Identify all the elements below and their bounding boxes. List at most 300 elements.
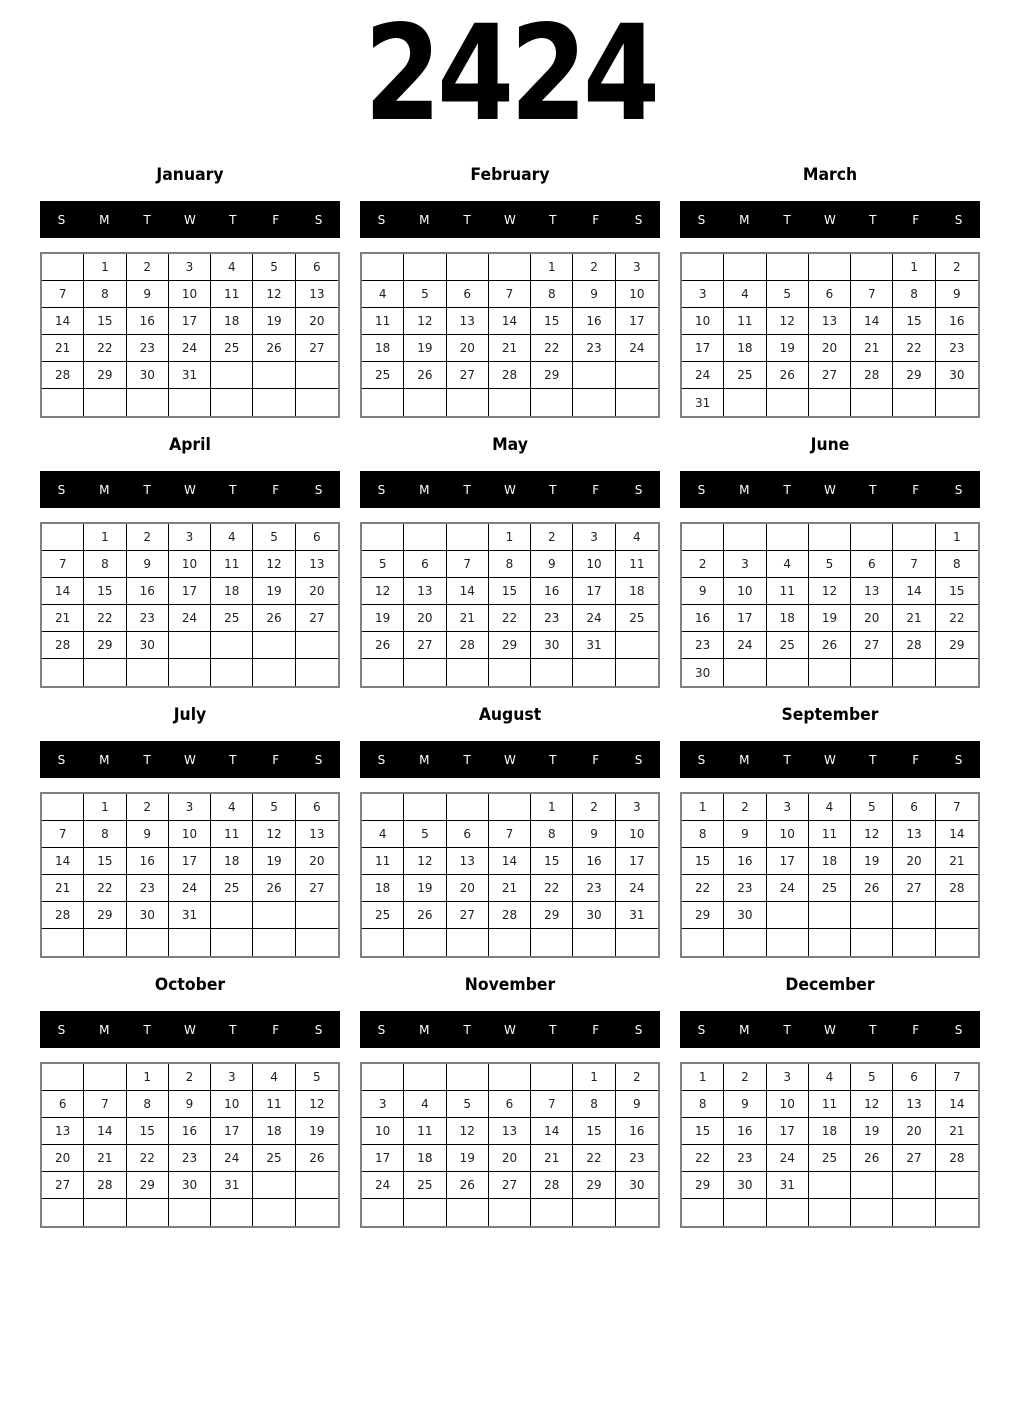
day-cell: 13	[851, 578, 893, 605]
day-of-week-label: S	[314, 482, 323, 497]
day-cell: 21	[936, 1118, 978, 1145]
day-cell: 27	[447, 902, 489, 929]
day-cell: 10	[724, 578, 766, 605]
day-cell: 5	[447, 1091, 489, 1118]
day-cell: 23	[169, 1145, 211, 1172]
day-cell: 25	[211, 605, 253, 632]
day-cell: 3	[616, 794, 658, 821]
day-cell: 1	[573, 1064, 615, 1091]
day-cell: 4	[362, 281, 404, 308]
day-cell: 12	[447, 1118, 489, 1145]
day-cell	[682, 524, 724, 551]
day-cell	[211, 632, 253, 659]
day-cell: 30	[169, 1172, 211, 1199]
day-cell	[404, 389, 446, 416]
day-of-week-label: S	[697, 212, 706, 227]
day-cell	[531, 659, 573, 686]
day-cell: 12	[362, 578, 404, 605]
day-cell: 17	[169, 308, 211, 335]
day-cell: 14	[489, 308, 531, 335]
day-cell: 9	[682, 578, 724, 605]
month-title: February	[470, 165, 550, 185]
day-cell: 10	[616, 281, 658, 308]
day-of-week-label: F	[592, 1022, 600, 1037]
day-cell: 14	[42, 578, 84, 605]
day-of-week-label: S	[634, 1022, 643, 1037]
day-cell: 3	[616, 254, 658, 281]
day-cell	[851, 659, 893, 686]
day-cell: 26	[809, 632, 851, 659]
day-cell	[724, 1199, 766, 1226]
day-cell	[489, 929, 531, 956]
day-cell	[404, 659, 446, 686]
day-cell	[253, 1199, 295, 1226]
day-cell: 27	[296, 605, 338, 632]
day-cell	[253, 1172, 295, 1199]
day-cell: 16	[573, 308, 615, 335]
day-of-week-label: T	[549, 482, 557, 497]
day-cell: 14	[936, 1091, 978, 1118]
day-cell	[296, 389, 338, 416]
day-cell: 21	[936, 848, 978, 875]
day-cell: 11	[767, 578, 809, 605]
day-cell: 26	[296, 1145, 338, 1172]
day-cell: 1	[893, 254, 935, 281]
day-cell: 18	[362, 335, 404, 362]
day-cell: 22	[489, 605, 531, 632]
day-cell	[809, 659, 851, 686]
day-cell: 23	[936, 335, 978, 362]
day-of-week-label: M	[419, 482, 430, 497]
day-of-week-label: M	[419, 752, 430, 767]
day-cell: 14	[531, 1118, 573, 1145]
day-cell: 11	[809, 1091, 851, 1118]
day-cell	[851, 929, 893, 956]
day-cell: 22	[893, 335, 935, 362]
day-cell: 15	[531, 848, 573, 875]
day-cell: 8	[489, 551, 531, 578]
day-cell: 15	[84, 578, 126, 605]
day-cell: 7	[42, 821, 84, 848]
day-cell	[211, 902, 253, 929]
day-cell: 22	[84, 335, 126, 362]
day-cell: 17	[616, 848, 658, 875]
day-cell: 21	[84, 1145, 126, 1172]
day-of-week-label: M	[739, 212, 750, 227]
day-cell: 19	[404, 335, 446, 362]
day-cell	[362, 929, 404, 956]
day-cell: 15	[531, 308, 573, 335]
day-cell: 6	[42, 1091, 84, 1118]
day-of-week-header	[40, 1011, 340, 1048]
dates-grid	[40, 1062, 340, 1228]
day-cell: 27	[296, 875, 338, 902]
day-cell: 8	[84, 821, 126, 848]
day-of-week-label: T	[463, 1022, 471, 1037]
day-cell	[851, 254, 893, 281]
day-cell: 29	[531, 362, 573, 389]
day-cell	[489, 1064, 531, 1091]
day-cell: 17	[211, 1118, 253, 1145]
day-cell: 25	[404, 1172, 446, 1199]
day-cell: 19	[767, 335, 809, 362]
day-cell: 20	[447, 335, 489, 362]
dates-grid	[680, 1062, 980, 1228]
day-of-week-label: F	[272, 212, 280, 227]
day-cell: 17	[169, 578, 211, 605]
day-cell	[531, 389, 573, 416]
day-cell: 2	[127, 254, 169, 281]
day-cell: 17	[616, 308, 658, 335]
day-cell: 24	[767, 875, 809, 902]
day-cell: 20	[296, 578, 338, 605]
month-title: October	[154, 975, 226, 995]
day-cell: 27	[296, 335, 338, 362]
day-cell: 2	[127, 794, 169, 821]
dates-grid	[680, 522, 980, 688]
day-cell	[296, 1172, 338, 1199]
month	[40, 972, 340, 1228]
day-cell: 4	[809, 1064, 851, 1091]
day-cell: 13	[893, 821, 935, 848]
day-cell	[447, 1064, 489, 1091]
day-cell: 22	[84, 605, 126, 632]
day-cell	[573, 929, 615, 956]
day-cell	[893, 929, 935, 956]
day-cell: 8	[682, 1091, 724, 1118]
day-cell: 9	[127, 821, 169, 848]
months-grid	[0, 148, 1020, 1228]
day-cell: 15	[127, 1118, 169, 1145]
day-cell: 2	[531, 524, 573, 551]
day-of-week-label: T	[869, 1022, 877, 1037]
day-cell	[253, 659, 295, 686]
month-title: September	[781, 705, 879, 725]
day-cell: 6	[296, 524, 338, 551]
day-cell: 20	[42, 1145, 84, 1172]
day-cell: 22	[682, 1145, 724, 1172]
day-cell: 13	[447, 308, 489, 335]
day-of-week-label: W	[184, 752, 196, 767]
day-cell: 11	[404, 1118, 446, 1145]
day-cell	[447, 254, 489, 281]
day-cell: 14	[42, 308, 84, 335]
month	[680, 972, 980, 1228]
day-cell	[893, 389, 935, 416]
day-cell: 4	[724, 281, 766, 308]
day-cell	[893, 1199, 935, 1226]
day-cell	[362, 254, 404, 281]
day-of-week-label: W	[184, 482, 196, 497]
day-cell: 17	[767, 1118, 809, 1145]
day-cell: 20	[296, 308, 338, 335]
day-cell: 9	[127, 281, 169, 308]
day-cell	[253, 902, 295, 929]
day-cell	[127, 1199, 169, 1226]
day-cell: 22	[84, 875, 126, 902]
day-cell: 25	[809, 875, 851, 902]
day-cell: 11	[616, 551, 658, 578]
day-of-week-header	[360, 741, 660, 778]
day-cell: 25	[211, 875, 253, 902]
month	[360, 162, 660, 418]
day-cell: 18	[809, 1118, 851, 1145]
day-of-week-header	[680, 201, 980, 238]
day-cell: 22	[936, 605, 978, 632]
day-of-week-label: S	[697, 752, 706, 767]
day-cell	[489, 1199, 531, 1226]
day-cell	[767, 902, 809, 929]
day-cell	[447, 794, 489, 821]
day-of-week-label: M	[99, 482, 110, 497]
day-cell: 31	[169, 362, 211, 389]
day-cell: 30	[682, 659, 724, 686]
day-cell: 20	[404, 605, 446, 632]
day-cell: 6	[296, 254, 338, 281]
day-cell: 23	[724, 875, 766, 902]
day-cell: 7	[936, 794, 978, 821]
day-cell	[573, 659, 615, 686]
day-of-week-header	[40, 471, 340, 508]
day-of-week-label: F	[912, 1022, 920, 1037]
day-cell: 23	[127, 875, 169, 902]
day-cell: 6	[809, 281, 851, 308]
day-cell: 24	[362, 1172, 404, 1199]
day-cell	[767, 1199, 809, 1226]
day-cell	[767, 524, 809, 551]
day-cell	[531, 1064, 573, 1091]
dates-grid	[40, 252, 340, 418]
day-cell: 20	[447, 875, 489, 902]
day-cell: 7	[936, 1064, 978, 1091]
dates-grid	[40, 522, 340, 688]
day-of-week-label: S	[57, 1022, 66, 1037]
day-of-week-label: S	[314, 1022, 323, 1037]
day-cell: 7	[42, 551, 84, 578]
day-cell: 27	[893, 1145, 935, 1172]
day-cell	[447, 389, 489, 416]
day-cell: 10	[573, 551, 615, 578]
day-of-week-label: M	[99, 752, 110, 767]
day-of-week-label: T	[783, 482, 791, 497]
day-of-week-label: T	[549, 1022, 557, 1037]
day-cell	[362, 794, 404, 821]
day-cell: 16	[127, 308, 169, 335]
day-cell	[253, 389, 295, 416]
day-cell: 17	[724, 605, 766, 632]
day-of-week-label: F	[272, 482, 280, 497]
day-cell	[362, 524, 404, 551]
day-cell: 3	[169, 254, 211, 281]
day-cell: 19	[253, 848, 295, 875]
day-cell	[573, 362, 615, 389]
month-title: June	[810, 435, 850, 455]
day-of-week-label: T	[229, 212, 237, 227]
day-cell	[296, 362, 338, 389]
day-cell: 17	[169, 848, 211, 875]
day-cell: 12	[767, 308, 809, 335]
day-cell	[893, 902, 935, 929]
day-cell: 7	[42, 281, 84, 308]
day-cell: 8	[936, 551, 978, 578]
day-cell: 1	[489, 524, 531, 551]
month-title: May	[492, 435, 528, 455]
day-cell: 20	[893, 848, 935, 875]
day-cell: 16	[127, 578, 169, 605]
day-cell	[127, 659, 169, 686]
day-cell: 10	[362, 1118, 404, 1145]
day-cell: 9	[531, 551, 573, 578]
day-cell: 2	[616, 1064, 658, 1091]
dates-grid	[360, 792, 660, 958]
day-cell: 2	[573, 794, 615, 821]
day-cell: 6	[447, 821, 489, 848]
day-cell: 28	[936, 875, 978, 902]
day-cell: 29	[893, 362, 935, 389]
day-cell: 23	[724, 1145, 766, 1172]
day-of-week-label: S	[954, 1022, 963, 1037]
day-cell: 10	[767, 821, 809, 848]
day-cell: 18	[404, 1145, 446, 1172]
day-cell: 18	[253, 1118, 295, 1145]
day-cell: 14	[489, 848, 531, 875]
day-cell	[724, 254, 766, 281]
day-cell	[616, 362, 658, 389]
day-cell: 8	[84, 551, 126, 578]
day-cell: 12	[404, 848, 446, 875]
day-cell	[616, 632, 658, 659]
day-cell: 17	[767, 848, 809, 875]
day-cell: 2	[573, 254, 615, 281]
day-cell: 23	[573, 875, 615, 902]
day-cell: 5	[362, 551, 404, 578]
day-cell	[42, 1199, 84, 1226]
day-of-week-label: S	[314, 212, 323, 227]
month	[40, 162, 340, 418]
day-cell: 27	[809, 362, 851, 389]
day-cell: 26	[767, 362, 809, 389]
day-of-week-label: T	[463, 212, 471, 227]
day-cell	[573, 389, 615, 416]
day-cell: 8	[893, 281, 935, 308]
day-of-week-label: M	[739, 482, 750, 497]
day-cell	[84, 1064, 126, 1091]
day-cell: 8	[531, 821, 573, 848]
day-cell	[809, 929, 851, 956]
day-cell: 11	[211, 551, 253, 578]
day-cell	[573, 1199, 615, 1226]
day-cell: 18	[809, 848, 851, 875]
day-cell: 6	[404, 551, 446, 578]
day-cell	[447, 524, 489, 551]
day-cell	[682, 254, 724, 281]
day-cell: 6	[893, 794, 935, 821]
day-cell	[616, 1199, 658, 1226]
day-cell: 11	[362, 308, 404, 335]
day-cell	[362, 1064, 404, 1091]
day-of-week-header	[40, 741, 340, 778]
day-cell	[809, 1172, 851, 1199]
day-cell: 27	[404, 632, 446, 659]
day-cell	[42, 1064, 84, 1091]
day-cell	[489, 389, 531, 416]
day-cell: 8	[127, 1091, 169, 1118]
day-cell	[253, 929, 295, 956]
day-cell	[936, 1199, 978, 1226]
month	[680, 162, 980, 418]
day-cell	[809, 1199, 851, 1226]
day-cell: 3	[724, 551, 766, 578]
day-cell: 13	[447, 848, 489, 875]
day-cell: 26	[447, 1172, 489, 1199]
day-cell: 13	[893, 1091, 935, 1118]
day-of-week-label: T	[783, 1022, 791, 1037]
day-cell: 7	[489, 821, 531, 848]
day-of-week-label: S	[697, 1022, 706, 1037]
day-of-week-label: T	[229, 1022, 237, 1037]
day-cell: 31	[616, 902, 658, 929]
day-of-week-label: W	[824, 1022, 836, 1037]
day-of-week-label: S	[954, 212, 963, 227]
day-cell: 31	[682, 389, 724, 416]
day-of-week-label: T	[783, 212, 791, 227]
day-cell: 10	[169, 551, 211, 578]
month-title: July	[173, 705, 207, 725]
day-cell	[42, 389, 84, 416]
day-cell: 1	[531, 794, 573, 821]
day-cell: 2	[936, 254, 978, 281]
day-cell: 25	[809, 1145, 851, 1172]
day-cell: 20	[489, 1145, 531, 1172]
day-cell: 1	[936, 524, 978, 551]
day-cell: 10	[767, 1091, 809, 1118]
day-cell: 12	[404, 308, 446, 335]
day-cell: 13	[42, 1118, 84, 1145]
day-cell: 7	[531, 1091, 573, 1118]
day-cell: 12	[809, 578, 851, 605]
day-of-week-label: S	[634, 752, 643, 767]
day-cell	[936, 902, 978, 929]
day-of-week-label: T	[463, 482, 471, 497]
day-cell: 25	[724, 362, 766, 389]
day-cell	[211, 389, 253, 416]
day-cell: 26	[851, 875, 893, 902]
day-cell: 4	[767, 551, 809, 578]
day-cell: 30	[127, 902, 169, 929]
day-cell: 16	[531, 578, 573, 605]
day-of-week-label: S	[57, 212, 66, 227]
day-cell: 19	[253, 308, 295, 335]
day-cell: 5	[404, 281, 446, 308]
day-cell: 13	[809, 308, 851, 335]
day-cell: 29	[682, 1172, 724, 1199]
dates-grid	[680, 252, 980, 418]
day-cell: 20	[809, 335, 851, 362]
day-cell	[404, 929, 446, 956]
day-cell	[127, 389, 169, 416]
day-cell: 24	[573, 605, 615, 632]
day-cell: 13	[296, 821, 338, 848]
day-cell: 18	[724, 335, 766, 362]
day-cell: 29	[127, 1172, 169, 1199]
day-cell	[84, 1199, 126, 1226]
day-cell: 19	[809, 605, 851, 632]
day-cell: 1	[682, 794, 724, 821]
day-cell: 7	[893, 551, 935, 578]
day-cell: 3	[682, 281, 724, 308]
day-cell	[296, 929, 338, 956]
dates-grid	[40, 792, 340, 958]
